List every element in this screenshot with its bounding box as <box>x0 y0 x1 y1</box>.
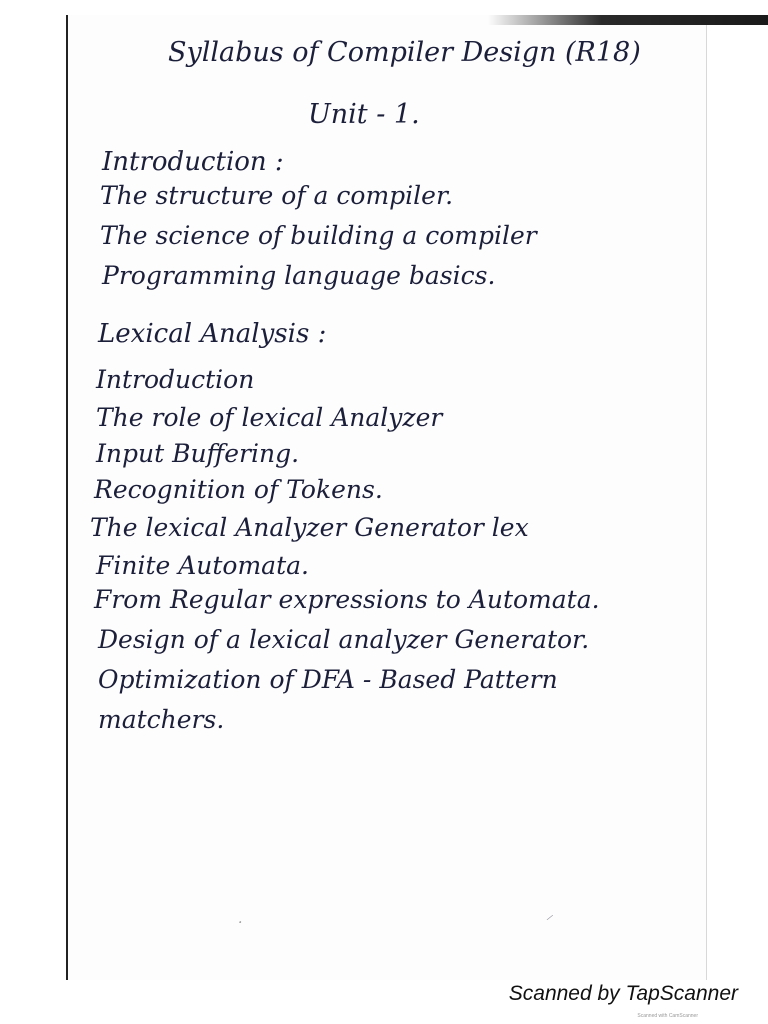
pen-mark: ⸝ <box>546 907 553 923</box>
list-item: Optimization of DFA - Based Pattern <box>98 665 558 694</box>
list-item: Design of a lexical analyzer Generator. <box>98 625 590 654</box>
list-item: The lexical Analyzer Generator lex <box>90 513 529 542</box>
section-heading-introduction: Introduction : <box>102 147 284 177</box>
list-item: Recognition of Tokens. <box>94 475 383 504</box>
unit-heading: Unit - 1. <box>308 99 420 130</box>
list-item: The role of lexical Analyzer <box>96 403 443 432</box>
page-title: Syllabus of Compiler Design (R18) <box>168 37 641 68</box>
list-item: matchers. <box>98 705 225 734</box>
scanner-micro-watermark: Scanned with CamScanner <box>637 1013 698 1019</box>
scan-edge-shadow <box>488 15 768 25</box>
list-item: From Regular expressions to Automata. <box>94 585 600 614</box>
list-item: The structure of a compiler. <box>100 181 454 210</box>
list-item: Introduction <box>96 365 255 394</box>
notebook-page <box>66 15 707 980</box>
pen-mark: · <box>238 915 243 931</box>
list-item: Finite Automata. <box>96 551 309 580</box>
list-item: Programming language basics. <box>102 261 496 290</box>
list-item: The science of building a compiler <box>100 221 537 250</box>
section-heading-lexical-analysis: Lexical Analysis : <box>98 319 327 349</box>
list-item: Input Buffering. <box>96 439 300 468</box>
scanner-watermark: Scanned by TapScanner <box>508 982 738 1005</box>
